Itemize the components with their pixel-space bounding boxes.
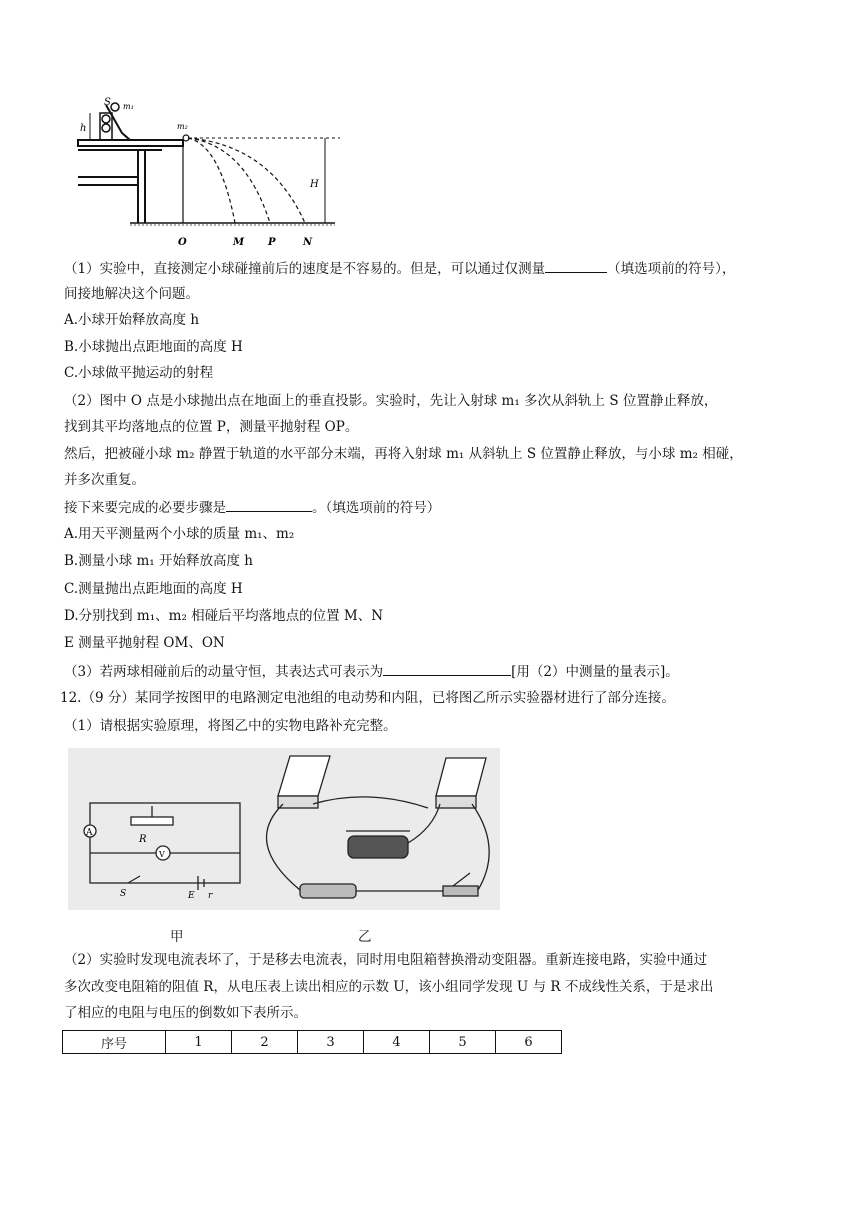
answer-blank[interactable] [383, 661, 511, 676]
table-row [63, 1031, 562, 1054]
q12-2-line3: 了相应的电阻与电压的倒数如下表所示。 [64, 1005, 307, 1021]
diagram-label-s: S [120, 889, 127, 899]
q12-line1: 12.（9 分）某同学按图甲的电路测定电池组的电动势和内阻，已将图乙所示实验器材进行了部分连接。 [60, 690, 675, 706]
q12-2-line1: （2）实验时发现电流表坏了，于是移去电流表，同时用电阻箱替换滑动变阻器。重新连接电路，实验中通过 [64, 952, 708, 968]
table-cell: 5 [430, 1031, 496, 1054]
q11-2-line3: 然后，把被碰小球 m₂ 静置于轨道的水平部分末端，再将入射球 m₁ 从斜轨上 S 位置静止释放，与小球 m₂ 相碰， [64, 446, 743, 462]
q12-2-line2: 多次改变电阻箱的阻值 R，从电压表上读出相应的示数 U，该小组同学发现 U 与 R 不成线性关系，于是求出 [64, 979, 714, 995]
q12-line2: （1）请根据实验原理，将图乙中的实物电路补充完整。 [64, 718, 397, 734]
table-cell: 1 [166, 1031, 232, 1054]
q11-2-line4: 并多次重复。 [64, 472, 145, 488]
table-cell: 6 [496, 1031, 562, 1054]
q11-2-line1: （2）图中 O 点是小球抛出点在地面上的垂直投影。实验时，先让入射球 m₁ 多次从斜轨上 S 位置静止释放， [64, 393, 718, 409]
label-M: M [233, 237, 245, 248]
label-O: O [178, 237, 187, 248]
table-cell: 4 [364, 1031, 430, 1054]
diagram-label-e: E [188, 891, 195, 901]
q11-1-line2: 间接地解决这个问题。 [64, 286, 199, 302]
diagram-label-v: V [159, 850, 165, 859]
figure-caption-yi: 乙 [358, 929, 372, 945]
table-cell: 3 [298, 1031, 364, 1054]
circuit-figure [68, 748, 500, 910]
q11-2-option-e: E 测量平抛射程 OM、ON [64, 635, 225, 651]
label-m2: m₂ [177, 122, 188, 131]
q11-1-option-b: B.小球抛出点距地面的高度 H [64, 339, 243, 355]
q11-2-line2: 找到其平均落地点的位置 P，测量平抛射程 OP。 [64, 419, 359, 435]
q11-1-line1: （1）实验中，直接测定小球碰撞前后的速度是不容易的。但是，可以通过仅测量 （填选项前的符号）， [64, 258, 735, 279]
answer-blank[interactable] [226, 497, 312, 512]
label-N: N [303, 237, 313, 248]
q11-2-option-a: A.用天平测量两个小球的质量 m₁、m₂ [64, 526, 295, 542]
collision-apparatus-figure [70, 95, 380, 250]
label-P: P [268, 237, 276, 248]
figure-caption-jia: 甲 [170, 929, 184, 945]
q11-2-line5: 接下来要完成的必要步骤是 。（填选项前的符号） [64, 497, 440, 518]
label-s: S [104, 97, 111, 108]
label-m1: m₁ [123, 102, 134, 111]
q11-2-option-b: B.测量小球 m₁ 开始释放高度 h [64, 553, 253, 569]
q11-1-option-c: C.小球做平抛运动的射程 [64, 365, 214, 381]
q11-3-line1: （3）若两球相碰前后的动量守恒，其表达式可表示为 [用（2）中测量的量表示]。 [64, 661, 679, 682]
diagram-label-r: R [139, 834, 147, 845]
q11-2-option-d: D.分别找到 m₁、m₂ 相碰后平均落地点的位置 M、N [64, 608, 384, 624]
q11-2-option-c: C.测量抛出点距地面的高度 H [64, 581, 243, 597]
answer-blank[interactable] [545, 258, 607, 273]
q11-1-option-a: A.小球开始释放高度 h [64, 312, 200, 328]
label-h: h [80, 123, 87, 134]
table-header-cell: 序号 [63, 1031, 166, 1054]
table-cell: 2 [232, 1031, 298, 1054]
data-table [62, 1030, 562, 1054]
label-H: H [310, 179, 319, 190]
diagram-label-a: A [86, 828, 93, 838]
diagram-label-small-r: r [208, 891, 213, 901]
